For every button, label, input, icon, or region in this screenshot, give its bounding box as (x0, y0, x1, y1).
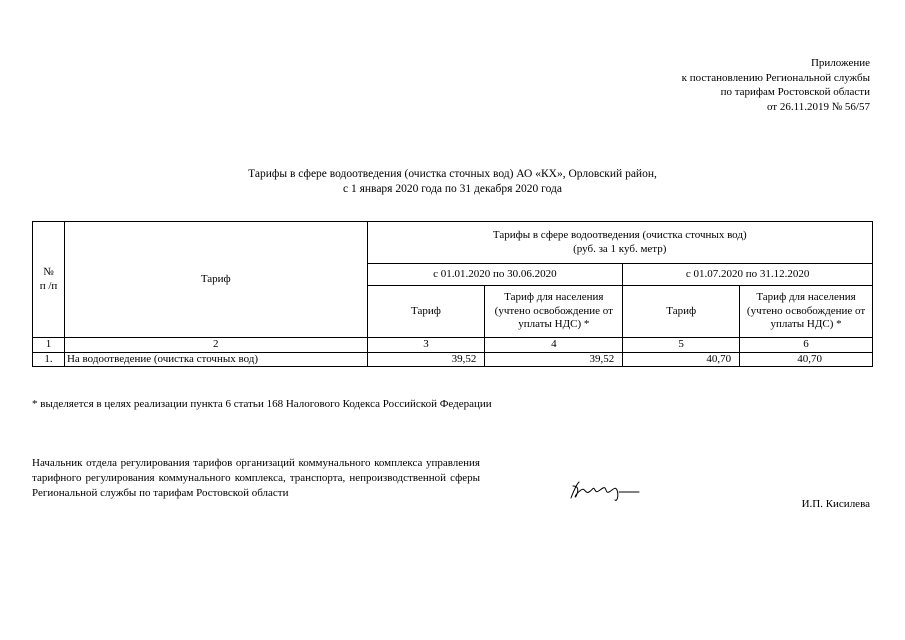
header-p2-tariff: Тариф (623, 286, 740, 338)
header-p2-population: Тариф для населения (учтено освобождение от уплаты НДС) * (740, 286, 873, 338)
row-p2-tariff: 40,70 (623, 352, 740, 367)
appendix-line: Приложение (810, 57, 870, 69)
title-line-2: с 1 января 2020 года по 31 декабря 2020 года (343, 183, 562, 195)
appendix-line: к постановлению Региональной службы (681, 71, 870, 84)
table-row (33, 352, 873, 367)
column-number: 1 (33, 338, 65, 353)
appendix-header (682, 56, 870, 114)
document-title (0, 167, 905, 197)
tariff-table (32, 221, 873, 367)
appendix-line: от 26.11.2019 № 56/57 (766, 100, 870, 113)
title-line-1: Тарифы в сфере водоотведения (очистка сточных вод) АО «КХ», Орловский район, (248, 168, 657, 180)
handwritten-signature (565, 476, 645, 509)
signer-name: И.П. Кисилева (801, 498, 870, 510)
column-number: 5 (623, 338, 740, 353)
header-p1-population: Тариф для населения (учтено освобождение от уплаты НДС) * (485, 286, 623, 338)
header-group: Тарифы в сфере водоотведения (очистка сточных вод) (руб. за 1 куб. метр) (367, 222, 872, 264)
column-number: 3 (367, 338, 485, 353)
header-period-2: с 01.07.2020 по 31.12.2020 (623, 264, 873, 286)
column-number: 4 (485, 338, 623, 353)
footnote: * выделяется в целях реализации пункта 6 статьи 168 Налогового Кодекса Российской Федерации (32, 398, 492, 410)
signer-position: Начальник отдела регулирования тарифов организаций коммунального комплекса управления тарифного регулирования коммунального комплекса, транспорта, непроизводственной сферы Региональной службы по тарифам Ростовской области (32, 457, 480, 499)
appendix-line: по тарифам Ростовской области (720, 86, 870, 98)
row-name: На водоотведение (очистка сточных вод) (64, 352, 367, 367)
row-number: 1. (33, 352, 65, 367)
row-p1-tariff: 39,52 (367, 352, 485, 367)
header-tariff: Тариф (64, 222, 367, 338)
header-number: № п /п (33, 222, 65, 338)
row-p2-population: 40,70 (740, 352, 873, 367)
row-p1-population: 39,52 (485, 352, 623, 367)
header-p1-tariff: Тариф (367, 286, 485, 338)
column-numbers-row (33, 338, 873, 353)
column-number: 6 (740, 338, 873, 353)
column-number: 2 (64, 338, 367, 353)
header-period-1: с 01.01.2020 по 30.06.2020 (367, 264, 623, 286)
